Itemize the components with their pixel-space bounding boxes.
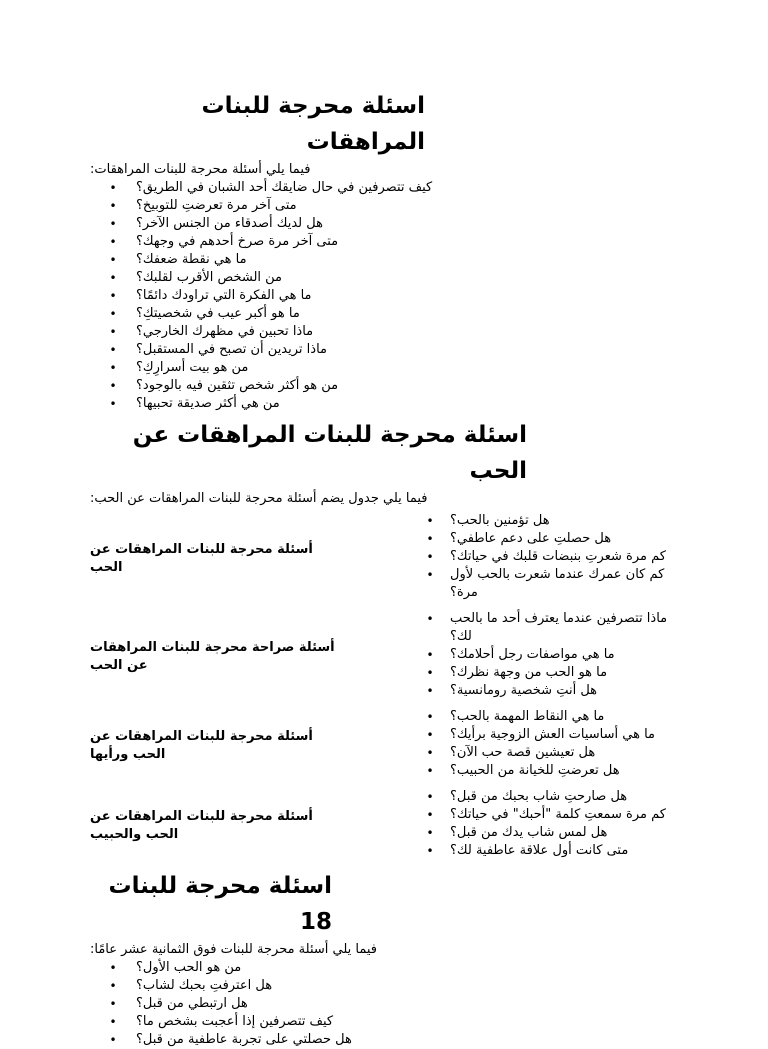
question-text: من هو الحب الأول؟ [136,960,242,975]
question-list [90,179,510,413]
question-text: ما هي النقاط المهمة بالحب؟ [450,709,605,724]
section-intro: فيما يلي أسئلة محرجة للبنات المراهقات: [90,162,311,177]
category-cell [90,510,410,608]
question-list [90,959,510,1049]
list-item [410,708,680,726]
list-item [90,305,510,323]
category-label: أسئلة محرجة للبنات المراهقات عن الحب ورأيها [90,729,313,762]
question-text: كم مرة سمعتِ كلمة "أحبك" في حياتك؟ [450,807,666,822]
question-text: هل تؤمنين بالحب؟ [450,513,550,528]
bullet: • [109,1033,117,1047]
question-text: هل لديك أصدقاء من الجنس الآخر؟ [136,216,323,231]
question-text: كم مرة شعرتِ بنبضات قلبك في حياتك؟ [450,549,666,564]
question-text: متى آخر مرة صرخ أحدهم في وجهك؟ [136,234,339,249]
bullet: • [109,361,117,375]
list-item [90,287,510,305]
question-text: من هو بيت أسرارِكِ؟ [136,360,249,375]
list-item [410,566,680,602]
question-text: ماذا تحبين في مظهرك الخارجي؟ [136,324,314,339]
bullet: • [109,997,117,1011]
question-text: هل تعرضتِ للخيانة من الحبيب؟ [450,763,620,778]
section-title: اسئلة محرجة للبنات المراهقات عن الحب [132,422,527,484]
bullet: • [109,379,117,393]
list-item [90,179,510,197]
questions-cell [410,608,680,706]
list-item [410,610,680,646]
list-item [90,197,510,215]
question-text: كيف تتصرفين في حال ضايقك أحد الشبان في الطريق؟ [136,180,433,195]
question-text: ما هي الفكرة التي تراودك دائمًا؟ [136,288,312,303]
questions-table [90,510,680,866]
question-text: ما هي أساسيات العش الزوجية برأيك؟ [450,727,656,742]
question-text: ما هو أكبر عيب في شخصيتكِ؟ [136,306,300,321]
list-item [410,646,680,664]
bullet: • [109,397,117,411]
bullet: • [109,343,117,357]
question-text: من هي أكثر صديقة تحبيها؟ [136,396,280,411]
question-text: هل حصلتي على تجربة عاطفية من قبل؟ [136,1032,352,1047]
list-item [410,682,680,700]
list-item [90,341,510,359]
table-row [90,786,680,866]
question-text: متى آخر مرة تعرضتِ للتوبيخ؟ [136,198,297,213]
category-cell [90,608,410,706]
category-cell [90,706,410,786]
list-item [410,530,680,548]
bullet: • [426,684,434,698]
bullet: • [109,979,117,993]
bullet: • [426,826,434,840]
question-text: ماذا تريدين أن تصبح في المستقبل؟ [136,342,328,357]
list-item [410,788,680,806]
section-title: اسئلة محرجة للبنات 18 [108,873,332,935]
list-item [90,251,510,269]
bullet: • [426,550,434,564]
bullet: • [426,568,434,582]
bullet: • [109,181,117,195]
bullet: • [426,764,434,778]
list-item [90,1013,510,1031]
bullet: • [109,307,117,321]
category-cell [90,786,410,866]
question-text: هل اعترفتِ بحبك لشاب؟ [136,978,273,993]
table-row [90,608,680,706]
list-item [410,762,680,780]
category-label: أسئلة محرجة للبنات المراهقات عن الحب والحبيب [90,809,313,842]
bullet: • [109,253,117,267]
bullet: • [109,199,117,213]
bullet: • [426,612,434,626]
bullet: • [109,961,117,975]
list-item [90,1031,510,1049]
question-text: هل ارتبطي من قبل؟ [136,996,248,1011]
question-text: هل أنتِ شخصية رومانسية؟ [450,683,598,698]
list-item [90,359,510,377]
question-text: هل حصلتِ على دعم عاطفي؟ [450,531,612,546]
bullet: • [426,514,434,528]
category-label: أسئلة محرجة للبنات المراهقات عن الحب [90,542,313,575]
list-item [410,744,680,762]
questions-cell [410,706,680,786]
question-text: هل صارحتِ شاب بحبك من قبل؟ [450,789,628,804]
questions-cell [410,786,680,866]
section-intro: فيما يلي أسئلة محرجة للبنات فوق الثمانية عشر عامًا: [90,942,378,957]
bullet: • [109,235,117,249]
question-text: ما هو الحب من وجهة نظرك؟ [450,665,608,680]
bullet: • [426,710,434,724]
list-item [410,664,680,682]
question-text: هل تعيشين قصة حب الآن؟ [450,745,596,760]
bullet: • [426,790,434,804]
list-item [90,215,510,233]
list-item [90,995,510,1013]
section-title: اسئلة محرجة للبنات المراهقات [201,93,425,155]
list-item [90,959,510,977]
section-intro: فيما يلي جدول يضم أسئلة محرجة للبنات المراهقات عن الحب: [90,491,428,506]
question-text: من هو أكثر شخص تثقين فيه بالوجود؟ [136,378,339,393]
table-row [90,510,680,608]
bullet: • [109,289,117,303]
list-item [410,512,680,530]
list-item [410,842,680,860]
list-item [90,269,510,287]
bullet: • [426,844,434,858]
list-item [90,395,510,413]
bullet: • [109,271,117,285]
list-item [90,977,510,995]
list-item [410,806,680,824]
bullet: • [426,728,434,742]
list-item [90,233,510,251]
bullet: • [426,532,434,546]
question-text: كيف تتصرفين إذا أعجبت بشخص ما؟ [136,1014,334,1029]
question-text: هل لمس شاب يدك من قبل؟ [450,825,608,840]
bullet: • [426,648,434,662]
bullet: • [109,325,117,339]
questions-cell [410,510,680,608]
question-text: من الشخص الأقرب لقلبك؟ [136,270,283,285]
bullet: • [426,666,434,680]
question-text: ماذا تتصرفين عندما يعترف أحد ما بالحب لك؟ [450,611,668,644]
question-text: كم كان عمرك عندما شعرت بالحب لأول مرة؟ [450,567,665,600]
article [90,88,680,1049]
category-label: أسئلة صراحة محرجة للبنات المراهقات عن الحب [90,640,335,673]
list-item [410,726,680,744]
list-item [410,824,680,842]
bullet: • [109,217,117,231]
bullet: • [426,808,434,822]
question-text: ما هي نقطة ضعفك؟ [136,252,247,267]
bullet: • [426,746,434,760]
list-item [410,548,680,566]
bullet: • [109,1015,117,1029]
question-text: ما هي مواصفات رجل أحلامك؟ [450,647,615,662]
question-text: متى كانت أول علاقة عاطفية لك؟ [450,843,629,858]
list-item [90,323,510,341]
table-row [90,706,680,786]
list-item [90,377,510,395]
